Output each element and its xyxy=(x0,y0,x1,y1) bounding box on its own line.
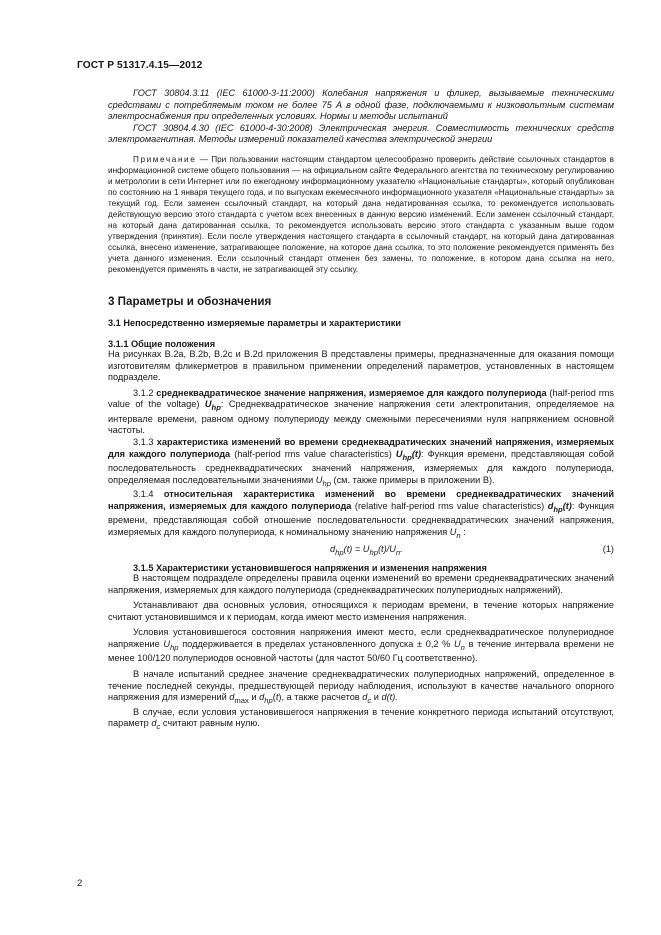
section-3-1-2-number: 3.1.2 xyxy=(133,387,154,398)
section-3-1-1-title: 3.1.1 Общие положения xyxy=(108,338,216,349)
section-3-title: 3 Параметры и обозначения xyxy=(108,294,272,308)
section-3-1-5-p5: В случае, если условия установившегося напряжения в течение конкретного периода испытаний отсутствуют, параметр $d_c$ считают равным нулю. xyxy=(108,706,614,732)
note-text: — При пользовании настоящим стандартом целесообразно проверить действие ссылочных стандартов в информационной системе общего пользования — на официальном сайте Федерального агентства по техническому регулированию и метрологии в сети Интернет или по ежегодному информационному указателю «Национальные стандарты», который опубликован по состоянию на 1 января текущего года, и по выпускам ежемесячного информационного указателя «Национальные стандарты» за текущий год. Если заменен ссылочный стандарт, на который дана недатированная ссылка, то рекомендуется использовать действующую версию этого стандарта с учетом всех внесенных в данную версию изменений. Если заменен ссылочный стандарт, на который дана датированная ссылка, то рекомендуется использовать версию этого стандарта с указанным выше годом утверждения (принятия). Если после утверждения настоящего стандарта в ссылочный стандарт, на который дана датированная ссылка, внесено изменение, затрагивающее положение, на которое дана ссылка, то это положение рекомендуется применять без учета данного изменения. Если ссылочный стандарт отменен без замены, то положение, в котором дана ссылка на него, рекомендуется применять в части, не затрагивающей эту ссылку. xyxy=(108,154,614,274)
section-3-1-4-definition: : Функция времени, представляющая собой отношение последовательности среднеквадратических значений напряжения, измеряемых для каждого полупериода, к номинальному значению напряжения xyxy=(108,500,614,537)
section-3-1-3-number: 3.1.3 xyxy=(133,436,154,447)
section-3-1-title: 3.1 Непосредственно измеряемые параметры и характеристики xyxy=(108,317,401,328)
formula-1-number: (1) xyxy=(602,544,614,555)
symbol-dhp-t: d xyxy=(547,500,554,511)
section-3-1-2-definition: : Среднеквадратическое значение напряжения сети электропитания, определяемое на интервале времени, равном одному полупериоду между смежными пересечениями нуля напряжением основной частоты. xyxy=(108,399,614,436)
section-3-1-2-paragraph: 3.1.2 среднеквадратическое значение напряжения, измеряемое для каждого полупериода (half-period rms value of the voltage) $U_{hp}$: Среднеквадратическое значение напряжения сети электропитания, определяемое на интервале времени, равном одному полупериоду между смежными пересечениями нуля напряжением основной частоты. xyxy=(108,387,614,436)
section-3-1-3-english: (half-period rms value characteristics) xyxy=(234,448,392,459)
page-content xyxy=(108,88,614,733)
section-3-1-4-term: относительная характеристика изменений во времени среднеквадратических значений напряжения, измеряемых для каждого полупериода xyxy=(108,488,614,511)
symbol-uhp: U xyxy=(204,399,212,410)
note-label: Примечание xyxy=(133,154,197,164)
section-3-1-3-term: характеристика изменений во времени среднеквадратических значений напряжения, измеряемых для каждого полупериода xyxy=(108,436,614,459)
section-3-1-5-p2: Устанавливают два основных условия, относящихся к периодам времени, в течение которых напряжение считают установившимся и к периодам, когда имеют место изменения напряжения. xyxy=(108,600,614,622)
section-3-1-5-title: 3.1.5 Характеристики установившегося напряжения и изменения напряжения xyxy=(133,563,487,574)
section-3-1-3-paragraph: 3.1.3 характеристика изменений во времени среднеквадратических значений напряжения, измеряемых для каждого полупериода (half-period rms value characteristics) $U_{hp}(t)$: Функция времени, представляющая собой последовательность среднеквадратических значений напряжения, измеряемых для каждого полупериода, определяемая последовательными значениями $U_{hp}$ (см. также примеры в приложении В). xyxy=(108,436,614,488)
section-3-1-4-english: (relative half-period rms value characteristics) xyxy=(354,500,545,511)
page-number: 2 xyxy=(77,878,83,889)
formula-1 xyxy=(108,541,614,559)
section-3-1-5-p4: В начале испытаний среднее значение среднеквадратических полупериодных напряжений, определенное в течение последней секунды, предшествующей периоду наблюдения, используют в качестве начального опорного напряжения для измерений $d_{max}$ и $d_{hp}(t)$, а также расчетов $d_c$ и d(t). xyxy=(108,669,614,706)
section-3-1-5-p1: В настоящем подразделе определены правила оценки изменений во времени среднеквадратических значений напряжения, измеряемых для каждого полупериода (среднеквадратических полупериодных напряжений). xyxy=(108,573,614,595)
symbol-uhp-t: U xyxy=(395,448,403,459)
section-3-1-2-english: (half-period rms value of the voltage) xyxy=(108,387,614,410)
reference-1: ГОСТ 30804.3.11 (IEC 61000-3-11:2000) Колебания напряжения и фликер, вызываемые техническими средствами с потребляемым током не более 75 А в одной фазе, подключаемыми к низковольтным системам электроснабжения при определенных условиях. Нормы и методы испытаний xyxy=(108,88,614,122)
reference-2: ГОСТ 30804.4.30 (IEC 61000-4-30:2008) Электрическая энергия. Совместимость технических средств электромагнитная. Методы измерений показателей качества электрической энергии xyxy=(108,122,614,145)
section-3-1-4-paragraph: 3.1.4 относительная характеристика изменений во времени среднеквадратических значений напряжения, измеряемых для каждого полупериода (relative half-period rms value characteristics) $d_{hp}(t)$: Функция времени, представляющая собой отношение последовательности среднеквадратических значений напряжения, измеряемых для каждого полупериода, к номинальному значению напряжения $U_n$ : xyxy=(108,488,614,540)
section-3-1-2-term: среднеквадратическое значение напряжения, измеряемое для каждого полупериода xyxy=(156,387,547,398)
section-3-1-3-definition: : Функция времени, представляющая собой последовательность среднеквадратических значений напряжения, измеряемых для каждого полупериода, определяемая последовательными значениями xyxy=(108,448,614,485)
section-3-1-5-p3: Условия установившегося состояния напряжения имеют место, если среднеквадратическое полупериодное напряжение $U_{hp}$ поддерживается в пределах установленного допуска ± 0,2 % $U_n$ в течение интервала времени не менее 100/120 полупериодов основной частоты (для частот 50/60 Гц соответственно). xyxy=(108,627,614,664)
note xyxy=(108,154,614,275)
section-3-1-4-number: 3.1.4 xyxy=(133,488,154,499)
formula-1-expression: $d_{hp}(t) = U_{hp}(t)/U_n$. xyxy=(330,544,403,557)
section-3-1-1-text: На рисунках В.2а, В.2b, В.2с и В.2d приложения В представлены примеры, предназначенные для оказания помощи изготовителям фликерметров в правильном применении определений параметров, установленных в настоящем подразделе. xyxy=(108,348,614,383)
running-header: ГОСТ Р 51317.4.15—2012 xyxy=(77,60,203,71)
